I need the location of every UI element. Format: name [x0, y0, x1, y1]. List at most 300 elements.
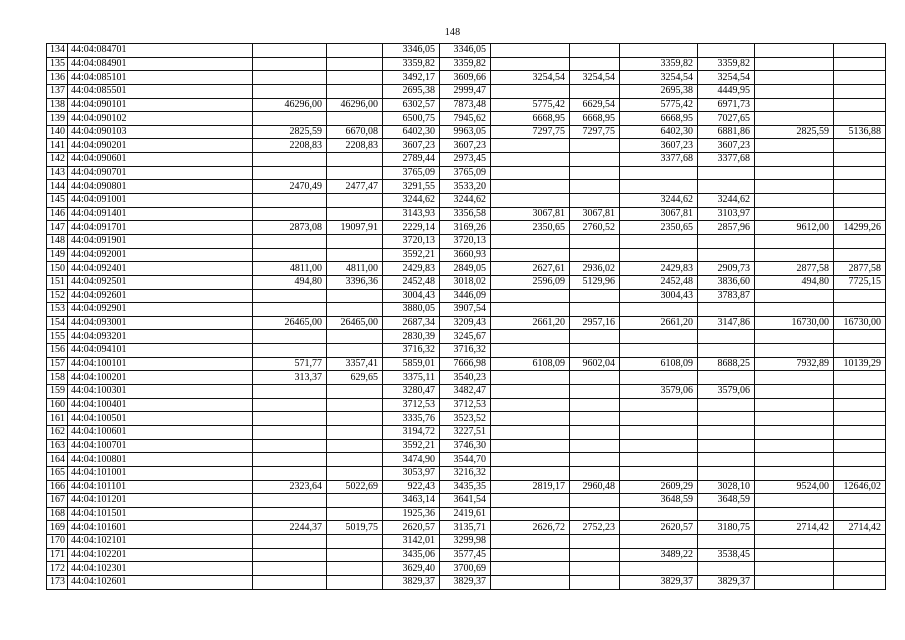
- value-8-cell: 3377,68: [698, 153, 755, 167]
- table-body: [47, 44, 886, 590]
- table-row: [47, 357, 886, 371]
- value-5-cell: [491, 507, 570, 521]
- value-1-cell: [253, 494, 327, 508]
- value-3-cell: 3829,37: [383, 575, 440, 589]
- value-9-cell: [755, 466, 834, 480]
- row-number-cell: 144: [47, 180, 68, 194]
- value-9-cell: [755, 562, 834, 576]
- value-2-cell: [327, 234, 383, 248]
- value-10-cell: [834, 575, 886, 589]
- value-10-cell: [834, 180, 886, 194]
- cadastral-number-cell: 44:04:102201: [68, 548, 253, 562]
- value-4-cell: 3716,32: [440, 344, 491, 358]
- value-5-cell: [491, 385, 570, 399]
- value-10-cell: 12646,02: [834, 480, 886, 494]
- cadastral-number-cell: 44:04:102601: [68, 575, 253, 589]
- value-1-cell: [253, 112, 327, 126]
- value-9-cell: [755, 494, 834, 508]
- table-row: [47, 84, 886, 98]
- cadastral-number-cell: 44:04:090102: [68, 112, 253, 126]
- value-8-cell: [698, 439, 755, 453]
- value-4-cell: 3609,66: [440, 71, 491, 85]
- value-7-cell: [620, 562, 698, 576]
- value-10-cell: [834, 98, 886, 112]
- value-2-cell: [327, 412, 383, 426]
- value-3-cell: 3720,13: [383, 234, 440, 248]
- value-10-cell: 7725,15: [834, 275, 886, 289]
- value-6-cell: [570, 371, 620, 385]
- value-8-cell: 3538,45: [698, 548, 755, 562]
- value-2-cell: [327, 44, 383, 58]
- value-10-cell: [834, 112, 886, 126]
- value-2-cell: [327, 535, 383, 549]
- value-5-cell: [491, 575, 570, 589]
- value-5-cell: 3067,81: [491, 207, 570, 221]
- value-1-cell: 46296,00: [253, 98, 327, 112]
- value-6-cell: 3067,81: [570, 207, 620, 221]
- value-3-cell: 2620,57: [383, 521, 440, 535]
- value-4-cell: 2419,61: [440, 507, 491, 521]
- value-1-cell: [253, 425, 327, 439]
- row-number-cell: 162: [47, 425, 68, 439]
- value-3-cell: 6302,57: [383, 98, 440, 112]
- value-6-cell: 2760,52: [570, 221, 620, 235]
- value-2-cell: 629,65: [327, 371, 383, 385]
- value-6-cell: [570, 194, 620, 208]
- value-9-cell: 9612,00: [755, 221, 834, 235]
- value-3-cell: 3053,97: [383, 466, 440, 480]
- value-4-cell: 3712,53: [440, 398, 491, 412]
- value-8-cell: 3028,10: [698, 480, 755, 494]
- value-7-cell: [620, 234, 698, 248]
- value-6-cell: [570, 344, 620, 358]
- value-1-cell: [253, 548, 327, 562]
- table-row: [47, 548, 886, 562]
- value-3-cell: 2830,39: [383, 330, 440, 344]
- value-4-cell: 3216,32: [440, 466, 491, 480]
- value-10-cell: [834, 562, 886, 576]
- value-8-cell: 3180,75: [698, 521, 755, 535]
- value-7-cell: [620, 425, 698, 439]
- value-3-cell: 3492,17: [383, 71, 440, 85]
- cadastral-number-cell: 44:04:101101: [68, 480, 253, 494]
- value-4-cell: 2973,45: [440, 153, 491, 167]
- value-2-cell: 26465,00: [327, 316, 383, 330]
- value-7-cell: [620, 248, 698, 262]
- value-4-cell: 3135,71: [440, 521, 491, 535]
- value-9-cell: [755, 535, 834, 549]
- table-row: [47, 44, 886, 58]
- value-7-cell: 3489,22: [620, 548, 698, 562]
- value-5-cell: [491, 412, 570, 426]
- value-10-cell: [834, 330, 886, 344]
- row-number-cell: 137: [47, 84, 68, 98]
- value-1-cell: [253, 398, 327, 412]
- value-6-cell: 2957,16: [570, 316, 620, 330]
- row-number-cell: 143: [47, 166, 68, 180]
- value-5-cell: [491, 57, 570, 71]
- value-4-cell: 3359,82: [440, 57, 491, 71]
- value-9-cell: 2877,58: [755, 262, 834, 276]
- value-8-cell: 3648,59: [698, 494, 755, 508]
- page-number: 148: [444, 27, 461, 38]
- cadastral-number-cell: 44:04:102101: [68, 535, 253, 549]
- value-3-cell: 2789,44: [383, 153, 440, 167]
- cadastral-number-cell: 44:04:091001: [68, 194, 253, 208]
- value-10-cell: 14299,26: [834, 221, 886, 235]
- value-7-cell: 5775,42: [620, 98, 698, 112]
- value-10-cell: [834, 385, 886, 399]
- value-6-cell: 2752,23: [570, 521, 620, 535]
- value-8-cell: [698, 371, 755, 385]
- value-2-cell: [327, 548, 383, 562]
- value-10-cell: 2714,42: [834, 521, 886, 535]
- value-5-cell: 2596,09: [491, 275, 570, 289]
- row-number-cell: 173: [47, 575, 68, 589]
- value-8-cell: 3359,82: [698, 57, 755, 71]
- value-10-cell: 2877,58: [834, 262, 886, 276]
- table-row: [47, 453, 886, 467]
- value-9-cell: [755, 44, 834, 58]
- value-4-cell: 9963,05: [440, 125, 491, 139]
- value-10-cell: [834, 494, 886, 508]
- cadastral-number-cell: 44:04:101501: [68, 507, 253, 521]
- value-6-cell: [570, 412, 620, 426]
- value-5-cell: [491, 303, 570, 317]
- value-4-cell: 7945,62: [440, 112, 491, 126]
- value-6-cell: 9602,04: [570, 357, 620, 371]
- value-8-cell: 3829,37: [698, 575, 755, 589]
- value-6-cell: [570, 466, 620, 480]
- table-row: [47, 207, 886, 221]
- cadastral-number-cell: 44:04:093201: [68, 330, 253, 344]
- value-2-cell: [327, 194, 383, 208]
- value-1-cell: [253, 385, 327, 399]
- value-6-cell: [570, 385, 620, 399]
- value-10-cell: [834, 234, 886, 248]
- value-9-cell: [755, 548, 834, 562]
- value-5-cell: 2661,20: [491, 316, 570, 330]
- table-row: [47, 57, 886, 71]
- value-5-cell: [491, 194, 570, 208]
- value-2-cell: [327, 425, 383, 439]
- table-row: [47, 194, 886, 208]
- value-2-cell: 4811,00: [327, 262, 383, 276]
- cadastral-number-cell: 44:04:091901: [68, 234, 253, 248]
- value-5-cell: [491, 289, 570, 303]
- cadastral-number-cell: 44:04:101601: [68, 521, 253, 535]
- value-7-cell: 2452,48: [620, 275, 698, 289]
- value-8-cell: 7027,65: [698, 112, 755, 126]
- value-1-cell: [253, 71, 327, 85]
- cadastral-number-cell: 44:04:091401: [68, 207, 253, 221]
- table-row: [47, 439, 886, 453]
- table-row: [47, 112, 886, 126]
- cadastral-number-cell: 44:04:091701: [68, 221, 253, 235]
- table-row: [47, 535, 886, 549]
- value-7-cell: 2429,83: [620, 262, 698, 276]
- value-4-cell: 3720,13: [440, 234, 491, 248]
- value-10-cell: [834, 398, 886, 412]
- value-6-cell: [570, 84, 620, 98]
- value-5-cell: [491, 398, 570, 412]
- value-2-cell: [327, 562, 383, 576]
- value-2-cell: [327, 248, 383, 262]
- value-1-cell: [253, 248, 327, 262]
- value-5-cell: [491, 44, 570, 58]
- value-3-cell: 3244,62: [383, 194, 440, 208]
- value-1-cell: 494,80: [253, 275, 327, 289]
- value-3-cell: 3712,53: [383, 398, 440, 412]
- row-number-cell: 171: [47, 548, 68, 562]
- value-7-cell: [620, 303, 698, 317]
- cadastral-number-cell: 44:04:102301: [68, 562, 253, 576]
- table-row: [47, 398, 886, 412]
- cadastral-number-cell: 44:04:100801: [68, 453, 253, 467]
- table-row: [47, 303, 886, 317]
- value-9-cell: [755, 166, 834, 180]
- value-2-cell: [327, 344, 383, 358]
- value-8-cell: 2909,73: [698, 262, 755, 276]
- value-4-cell: 3299,98: [440, 535, 491, 549]
- value-8-cell: 3244,62: [698, 194, 755, 208]
- value-1-cell: [253, 44, 327, 58]
- row-number-cell: 142: [47, 153, 68, 167]
- value-8-cell: 3783,87: [698, 289, 755, 303]
- value-10-cell: [834, 166, 886, 180]
- value-5-cell: 6108,09: [491, 357, 570, 371]
- value-8-cell: [698, 453, 755, 467]
- row-number-cell: 166: [47, 480, 68, 494]
- value-1-cell: 2244,37: [253, 521, 327, 535]
- value-5-cell: [491, 344, 570, 358]
- value-5-cell: [491, 562, 570, 576]
- value-6-cell: [570, 180, 620, 194]
- value-2-cell: [327, 398, 383, 412]
- value-9-cell: 494,80: [755, 275, 834, 289]
- value-1-cell: [253, 344, 327, 358]
- value-8-cell: [698, 180, 755, 194]
- value-9-cell: [755, 453, 834, 467]
- value-10-cell: [834, 453, 886, 467]
- value-1-cell: 4811,00: [253, 262, 327, 276]
- value-7-cell: 3579,06: [620, 385, 698, 399]
- value-5-cell: [491, 494, 570, 508]
- row-number-cell: 157: [47, 357, 68, 371]
- value-6-cell: 5129,96: [570, 275, 620, 289]
- value-1-cell: [253, 439, 327, 453]
- value-7-cell: 6668,95: [620, 112, 698, 126]
- value-2-cell: 3396,36: [327, 275, 383, 289]
- value-8-cell: 3836,60: [698, 275, 755, 289]
- value-4-cell: 3765,09: [440, 166, 491, 180]
- row-number-cell: 147: [47, 221, 68, 235]
- cadastral-number-cell: 44:04:090103: [68, 125, 253, 139]
- value-6-cell: [570, 330, 620, 344]
- value-9-cell: [755, 207, 834, 221]
- value-5-cell: 3254,54: [491, 71, 570, 85]
- value-4-cell: 2849,05: [440, 262, 491, 276]
- table-row: [47, 221, 886, 235]
- value-4-cell: 3209,43: [440, 316, 491, 330]
- value-1-cell: [253, 412, 327, 426]
- value-5-cell: [491, 466, 570, 480]
- value-4-cell: 3660,93: [440, 248, 491, 262]
- value-7-cell: 3254,54: [620, 71, 698, 85]
- row-number-cell: 138: [47, 98, 68, 112]
- value-7-cell: 2695,38: [620, 84, 698, 98]
- value-9-cell: [755, 507, 834, 521]
- value-9-cell: [755, 344, 834, 358]
- value-7-cell: [620, 507, 698, 521]
- value-2-cell: 2477,47: [327, 180, 383, 194]
- value-5-cell: [491, 453, 570, 467]
- value-9-cell: [755, 180, 834, 194]
- row-number-cell: 169: [47, 521, 68, 535]
- value-10-cell: 10139,29: [834, 357, 886, 371]
- value-3-cell: 3346,05: [383, 44, 440, 58]
- value-4-cell: 3533,20: [440, 180, 491, 194]
- value-1-cell: [253, 453, 327, 467]
- value-6-cell: 6629,54: [570, 98, 620, 112]
- value-5-cell: [491, 548, 570, 562]
- value-5-cell: 2626,72: [491, 521, 570, 535]
- cadastral-number-cell: 44:04:085101: [68, 71, 253, 85]
- value-5-cell: [491, 371, 570, 385]
- value-3-cell: 3435,06: [383, 548, 440, 562]
- value-2-cell: [327, 153, 383, 167]
- row-number-cell: 152: [47, 289, 68, 303]
- cadastral-number-cell: 44:04:100201: [68, 371, 253, 385]
- table-row: [47, 234, 886, 248]
- value-3-cell: 3375,11: [383, 371, 440, 385]
- value-4-cell: 7666,98: [440, 357, 491, 371]
- table-row: [47, 289, 886, 303]
- value-9-cell: [755, 330, 834, 344]
- table-row: [47, 330, 886, 344]
- value-3-cell: 2229,14: [383, 221, 440, 235]
- value-6-cell: [570, 548, 620, 562]
- value-8-cell: [698, 412, 755, 426]
- cadastral-number-cell: 44:04:084901: [68, 57, 253, 71]
- value-4-cell: 3540,23: [440, 371, 491, 385]
- cadastral-number-cell: 44:04:100501: [68, 412, 253, 426]
- value-2-cell: 5019,75: [327, 521, 383, 535]
- value-8-cell: [698, 166, 755, 180]
- table-row: [47, 166, 886, 180]
- table-row: [47, 480, 886, 494]
- table-row: [47, 316, 886, 330]
- value-7-cell: 2609,29: [620, 480, 698, 494]
- value-5-cell: [491, 84, 570, 98]
- value-1-cell: 2825,59: [253, 125, 327, 139]
- value-4-cell: 3244,62: [440, 194, 491, 208]
- value-6-cell: [570, 453, 620, 467]
- value-2-cell: 19097,91: [327, 221, 383, 235]
- value-10-cell: [834, 439, 886, 453]
- value-7-cell: 3359,82: [620, 57, 698, 71]
- table-row: [47, 521, 886, 535]
- cadastral-number-cell: 44:04:090801: [68, 180, 253, 194]
- value-10-cell: [834, 153, 886, 167]
- row-number-cell: 136: [47, 71, 68, 85]
- value-4-cell: 3907,54: [440, 303, 491, 317]
- row-number-cell: 168: [47, 507, 68, 521]
- value-8-cell: [698, 344, 755, 358]
- value-1-cell: [253, 289, 327, 303]
- value-3-cell: 3716,32: [383, 344, 440, 358]
- row-number-cell: 139: [47, 112, 68, 126]
- value-10-cell: [834, 466, 886, 480]
- value-9-cell: [755, 234, 834, 248]
- value-6-cell: [570, 439, 620, 453]
- value-9-cell: [755, 57, 834, 71]
- value-7-cell: 2350,65: [620, 221, 698, 235]
- cadastral-number-cell: 44:04:100601: [68, 425, 253, 439]
- value-6-cell: 6668,95: [570, 112, 620, 126]
- row-number-cell: 164: [47, 453, 68, 467]
- value-7-cell: 3607,23: [620, 139, 698, 153]
- value-4-cell: 3227,51: [440, 425, 491, 439]
- cadastral-number-cell: 44:04:090601: [68, 153, 253, 167]
- cadastral-number-cell: 44:04:084701: [68, 44, 253, 58]
- table-row: [47, 412, 886, 426]
- value-7-cell: 3004,43: [620, 289, 698, 303]
- value-3-cell: 3607,23: [383, 139, 440, 153]
- value-1-cell: 2873,08: [253, 221, 327, 235]
- value-1-cell: 2323,64: [253, 480, 327, 494]
- value-6-cell: [570, 398, 620, 412]
- value-6-cell: [570, 507, 620, 521]
- value-3-cell: 3592,21: [383, 439, 440, 453]
- value-1-cell: 2208,83: [253, 139, 327, 153]
- value-4-cell: 3018,02: [440, 275, 491, 289]
- value-8-cell: [698, 507, 755, 521]
- value-8-cell: [698, 234, 755, 248]
- value-6-cell: 2936,02: [570, 262, 620, 276]
- value-4-cell: 3446,09: [440, 289, 491, 303]
- cadastral-number-cell: 44:04:101001: [68, 466, 253, 480]
- value-4-cell: 3607,23: [440, 139, 491, 153]
- value-10-cell: [834, 303, 886, 317]
- value-5-cell: [491, 139, 570, 153]
- value-4-cell: 3829,37: [440, 575, 491, 589]
- table-row: [47, 371, 886, 385]
- value-9-cell: 16730,00: [755, 316, 834, 330]
- value-2-cell: [327, 166, 383, 180]
- value-9-cell: 7932,89: [755, 357, 834, 371]
- value-3-cell: 3142,01: [383, 535, 440, 549]
- value-5-cell: 5775,42: [491, 98, 570, 112]
- value-5-cell: [491, 535, 570, 549]
- value-3-cell: 3765,09: [383, 166, 440, 180]
- value-4-cell: 3544,70: [440, 453, 491, 467]
- value-10-cell: [834, 248, 886, 262]
- table-row: [47, 575, 886, 589]
- value-3-cell: 6402,30: [383, 125, 440, 139]
- value-4-cell: 3435,35: [440, 480, 491, 494]
- value-1-cell: [253, 507, 327, 521]
- value-4-cell: 3169,26: [440, 221, 491, 235]
- value-3-cell: 2687,34: [383, 316, 440, 330]
- value-3-cell: 3474,90: [383, 453, 440, 467]
- value-7-cell: [620, 439, 698, 453]
- row-number-cell: 149: [47, 248, 68, 262]
- value-1-cell: 313,37: [253, 371, 327, 385]
- value-3-cell: 3592,21: [383, 248, 440, 262]
- table-row: [47, 98, 886, 112]
- value-10-cell: [834, 507, 886, 521]
